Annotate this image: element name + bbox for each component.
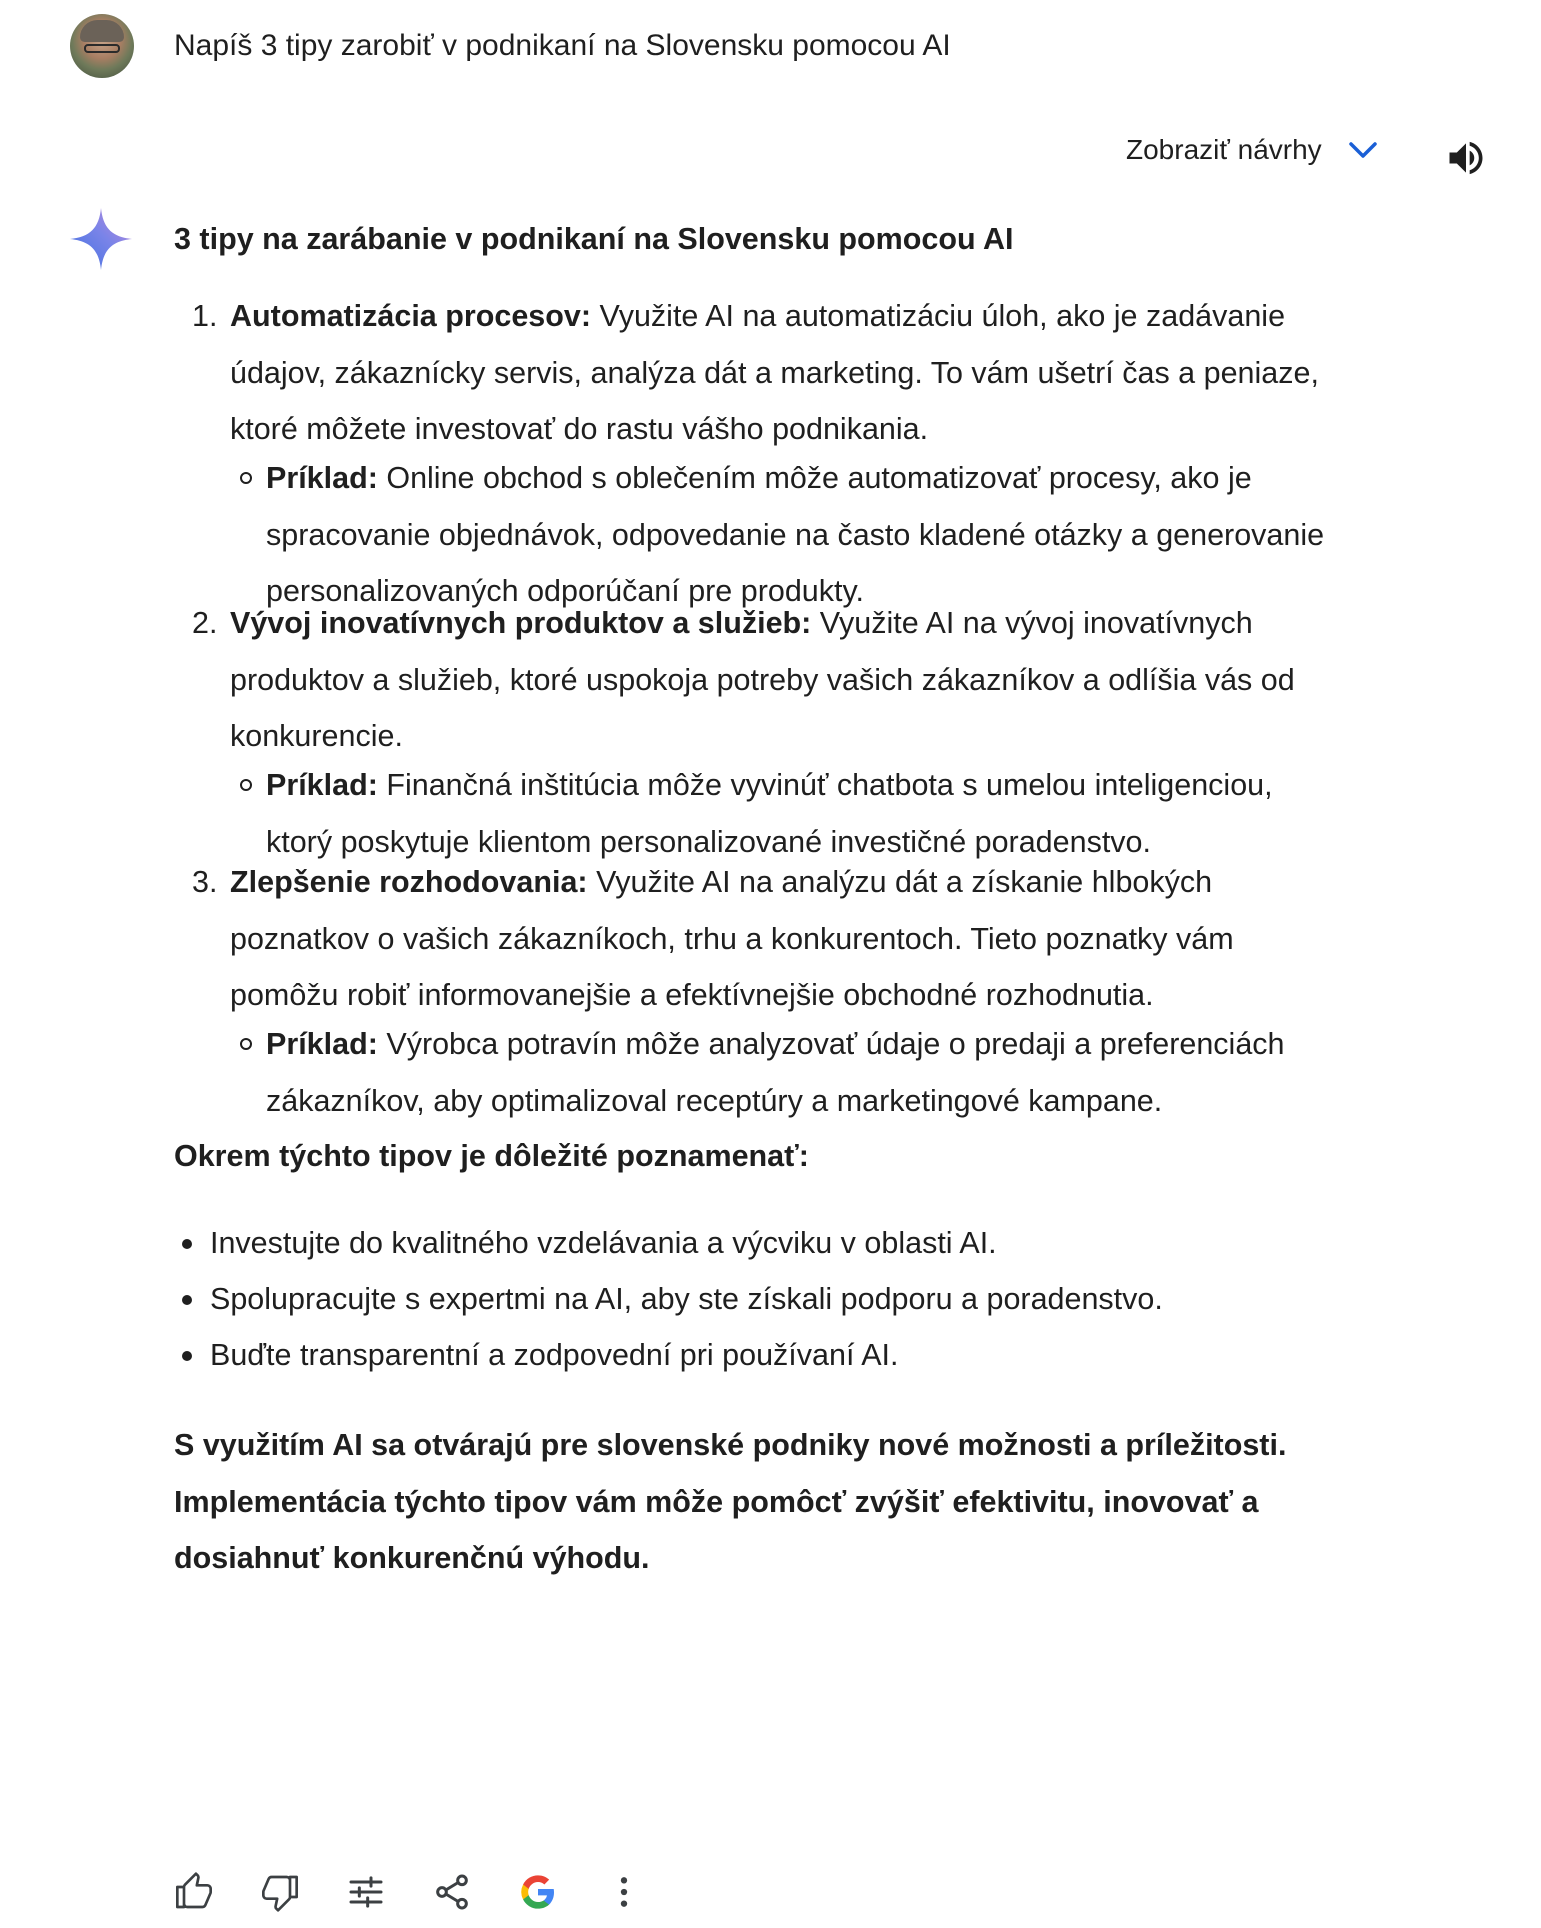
tip-text-line: ktoré môžete investovať do rastu vášho podnikania.	[230, 412, 929, 446]
example-text-line: spracovanie objednávok, odpovedanie na často kladené otázky a generovanie	[266, 517, 1325, 552]
tip-body	[230, 288, 1380, 458]
tip-text-line: pomôžu robiť informovanejšie a efektívnejšie obchodné rozhodnutia.	[230, 978, 1154, 1012]
user-prompt-text: Napíš 3 tipy zarobiť v podnikaní na Slovensku pomocou AI	[174, 29, 951, 62]
list-item-text: Buďte transparentní a zodpovední pri používaní AI.	[210, 1338, 899, 1372]
show-drafts-button[interactable]	[1126, 134, 1378, 166]
bad-response-button[interactable]	[258, 1870, 302, 1914]
example-text-line: personalizovaných odporúčaní pre produkty.	[266, 574, 864, 608]
more-options-button[interactable]	[602, 1870, 646, 1914]
list-item-text: Spolupracujte s expertmi na AI, aby ste získali podporu a poradenstvo.	[210, 1282, 1163, 1316]
bullet-dot	[182, 1295, 192, 1305]
bullet-dot	[182, 1351, 192, 1361]
avatar-hair	[80, 20, 124, 42]
example-text-line: zákazníkov, aby optimalizoval receptúry a marketingové kampane.	[266, 1083, 1163, 1118]
gemini-sparkle-icon	[68, 206, 134, 272]
circle-bullet	[240, 779, 252, 791]
share-button[interactable]	[430, 1870, 474, 1914]
tip-text-line: produktov a služieb, ktoré uspokoja potreby vašich zákazníkov a odlíšia vás od	[230, 662, 1295, 697]
list-item-text: Investujte do kvalitného vzdelávania a výcviku v oblasti AI.	[210, 1226, 997, 1260]
speaker-icon[interactable]	[1444, 136, 1488, 180]
chevron-down-icon	[1348, 139, 1378, 161]
example-body	[266, 1016, 1396, 1129]
response-title: 3 tipy na zarábanie v podnikaní na Slovensku pomocou AI	[174, 222, 1014, 256]
circle-bullet	[240, 472, 252, 484]
avatar[interactable]	[70, 14, 134, 78]
extra-heading: Okrem týchto tipov je dôležité poznamenať:	[174, 1139, 809, 1173]
example-text-line: Online obchod s oblečením môže automatizovať procesy, ako je	[377, 461, 1252, 495]
tip-number: 1.	[192, 299, 218, 333]
tip-text-line: údajov, zákaznícky servis, analýza dát a marketing. To vám ušetrí čas a peniaze,	[230, 355, 1319, 390]
tip-text-line: konkurencie.	[230, 719, 403, 753]
example-label: Príklad:	[266, 1027, 378, 1061]
more-vert-icon	[604, 1872, 644, 1912]
thumb-up-icon	[174, 1872, 214, 1912]
bullet-dot	[182, 1239, 192, 1249]
share-icon	[432, 1872, 472, 1912]
tune-icon	[346, 1872, 386, 1912]
response-action-bar	[172, 1870, 688, 1914]
tip-heading: Vývoj inovatívnych produktov a služieb:	[230, 606, 812, 640]
tip-body	[230, 595, 1380, 765]
tip-text-line: Využite AI na automatizáciu úloh, ako je zadávanie	[591, 299, 1286, 333]
example-label: Príklad:	[266, 768, 378, 802]
closing-line: dosiahnuť konkurenčnú výhodu.	[174, 1541, 650, 1575]
tip-text-line: poznatkov o vašich zákazníkoch, trhu a konkurentoch. Tieto poznatky vám	[230, 921, 1234, 956]
tip-heading: Zlepšenie rozhodovania:	[230, 865, 588, 899]
double-check-button[interactable]	[516, 1870, 560, 1914]
avatar-glasses	[84, 44, 120, 53]
tip-body	[230, 854, 1380, 1024]
example-text-line: ktorý poskytuje klientom personalizované investičné poradenstvo.	[266, 824, 1151, 859]
tip-heading: Automatizácia procesov:	[230, 299, 592, 333]
tip-text-line: Využite AI na analýzu dát a získanie hlbokých	[587, 865, 1213, 899]
tip-number: 2.	[192, 606, 218, 640]
thumb-down-icon	[260, 1872, 300, 1912]
example-text-line: Výrobca potravín môže analyzovať údaje o predaji a preferenciách	[377, 1027, 1285, 1061]
tip-text-line: Využite AI na vývoj inovatívnych	[811, 606, 1253, 640]
example-text-line: Finančná inštitúcia môže vyvinúť chatbota s umelou inteligenciou,	[377, 768, 1273, 802]
circle-bullet	[240, 1038, 252, 1050]
closing-line: S využitím AI sa otvárajú pre slovenské podniky nové možnosti a príležitosti.	[174, 1428, 1287, 1462]
good-response-button[interactable]	[172, 1870, 216, 1914]
closing-line: Implementácia týchto tipov vám môže pomôcť zvýšiť efektivitu, inovovať a	[174, 1484, 1259, 1519]
closing-paragraph	[174, 1417, 1414, 1587]
tip-number: 3.	[192, 865, 218, 899]
show-drafts-label: Zobraziť návrhy	[1126, 134, 1322, 165]
user-prompt-row	[70, 14, 951, 78]
example-label: Príklad:	[266, 461, 378, 495]
modify-response-button[interactable]	[344, 1870, 388, 1914]
google-icon	[518, 1872, 558, 1912]
